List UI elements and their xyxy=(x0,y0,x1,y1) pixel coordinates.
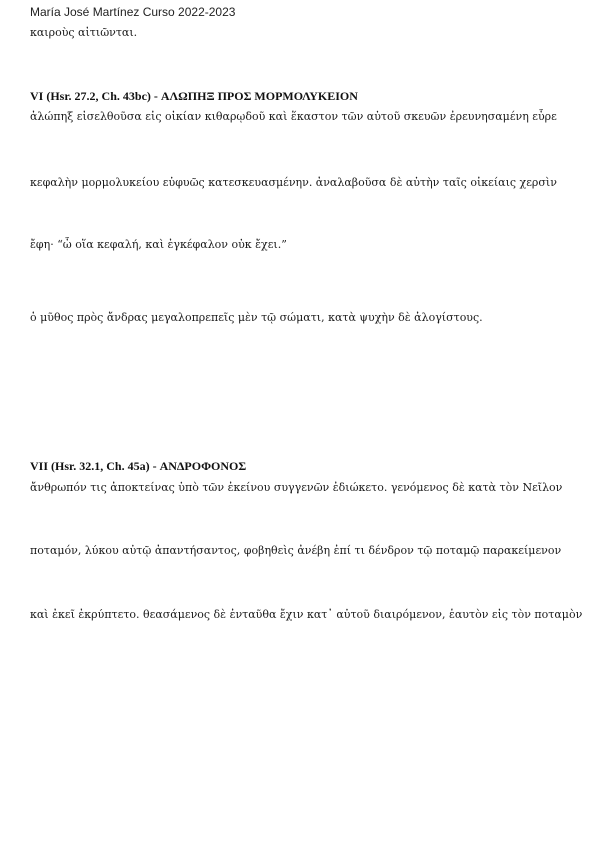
page-header-author-course: María José Martínez Curso 2022-2023 xyxy=(30,5,236,19)
greek-text-line: κεφαλὴν μορμολυκείου εὐφυῶς κατεσκευασμένην. ἀναλαβοῦσα δὲ αὐτὴν ταῖς οἰκείαις χερσὶν xyxy=(30,176,557,189)
section-heading: VII (Hsr. 32.1, Ch. 45a) - ΑΝΔΡΟΦΟΝΟΣ xyxy=(30,459,247,473)
greek-text-line: ἄνθρωπόν τις ἀποκτείνας ὑπὸ τῶν ἐκείνου συγγενῶν ἐδιώκετο. γενόμενος δὲ κατὰ τὸν Νεῖλον xyxy=(30,481,563,494)
greek-text-line: ὁ μῦθος πρὸς ἄνδρας μεγαλοπρεπεῖς μὲν τῷ σώματι, κατὰ ψυχὴν δὲ ἀλογίστους. xyxy=(30,311,483,324)
greek-text-line: ποταμόν, λύκου αὐτῷ ἀπαντήσαντος, φοβηθεὶς ἀνέβη ἐπί τι δένδρον τῷ ποταμῷ παρακείμενον xyxy=(30,544,562,557)
greek-text-line: ἀλώπηξ εἰσελθοῦσα εἰς οἰκίαν κιθαρῳδοῦ καὶ ἕκαστον τῶν αὐτοῦ σκευῶν ἐρευνησαμένη εὗρε xyxy=(30,110,557,123)
greek-text-line: καὶ ἐκεῖ ἐκρύπτετο. θεασάμενος δὲ ἐνταῦθα ἔχιν κατ᾽ αὐτοῦ διαιρόμενον, ἑαυτὸν εἰς τὸν ποταμὸν xyxy=(30,608,583,621)
greek-text-line: ἔφη· “ὦ οἵα κεφαλή, καὶ ἐγκέφαλον οὐκ ἔχει.” xyxy=(30,238,287,251)
section-heading: VI (Hsr. 27.2, Ch. 43bc) - ΑΛΩΠΗΞ ΠΡΟΣ ΜΟΡΜΟΛΥΚΕΙΟΝ xyxy=(30,89,358,103)
continuation-line: καιροὺς αἰτιῶνται. xyxy=(30,26,138,39)
